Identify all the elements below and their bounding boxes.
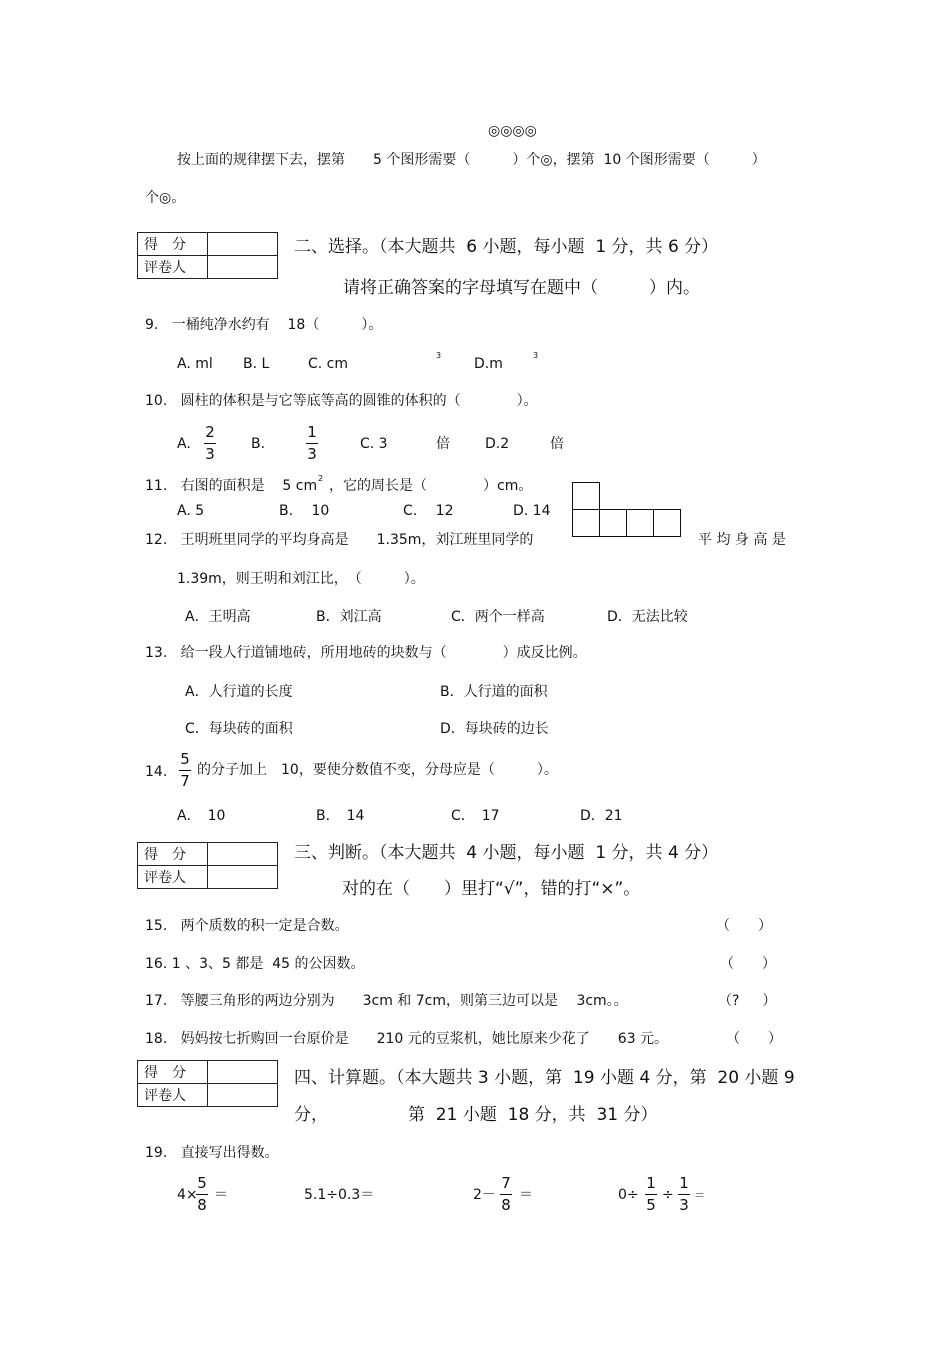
q19-expr3-equals: ＝	[519, 1187, 533, 1203]
q19-expr4-fraction1	[645, 1176, 657, 1213]
fraction-denominator: 3	[205, 445, 215, 463]
fraction-denominator: 3	[679, 1196, 689, 1214]
q13-stem: 13. 给一段人行道铺地砖，所用地砖的块数与（ ）成反比例。	[145, 645, 587, 661]
section4-heading: 四、计算题。（本大题共 3 小题，第 19 小题 4 分，第 20 小题 9	[294, 1068, 795, 1088]
fraction-numerator: 1	[679, 1174, 689, 1192]
q19-expr2: 5.1÷0.3＝	[304, 1187, 375, 1203]
q13-option-d: D．每块砖的边长	[440, 721, 549, 737]
section2-instruction: 请将正确答案的字母填写在题中（ ）内。	[343, 278, 700, 298]
q14-option-b: B． 14	[316, 808, 365, 824]
q13-option-b: B．人行道的面积	[440, 684, 548, 700]
score-box-section3	[137, 842, 278, 889]
fraction-denominator: 8	[197, 1196, 207, 1214]
q11-stem-rest: ，它的周长是（ ）cm。	[329, 478, 533, 494]
score-label: 得 分	[138, 233, 208, 256]
q9-option-b: B. L	[243, 356, 270, 372]
grader-cell	[208, 866, 278, 889]
q14-fraction	[179, 752, 191, 789]
q19-expr4-fraction2	[678, 1176, 690, 1213]
score-label: 得 分	[138, 843, 208, 866]
q13-option-a: A．人行道的长度	[185, 684, 293, 700]
q10-option-b-fraction	[306, 425, 318, 462]
q11-option-c: C. 12	[403, 503, 454, 519]
q17-stem: 17. 等腰三角形的两边分别为 3cm 和 7cm，则第三边可以是 3cm。。	[145, 993, 628, 1009]
q12-option-d: D．无法比较	[607, 609, 688, 625]
fraction-numerator: 1	[307, 423, 317, 441]
q12-stem: 12. 王明班里同学的平均身高是 1.35m，刘江班里同学的	[145, 532, 534, 548]
section4-heading-line2b: 第 21 小题 18 分，共 31 分）	[408, 1105, 658, 1125]
fraction-denominator: 3	[307, 445, 317, 463]
fraction-numerator: 2	[205, 423, 215, 441]
score-label: 得 分	[138, 1061, 208, 1084]
q10-option-c: C. 3	[360, 436, 388, 452]
q10-option-c-unit: 倍	[436, 436, 450, 452]
q9-option-c: C. cm	[308, 356, 349, 372]
section3-instruction: 对的在（ ）里打“√”，错的打“×”。	[342, 879, 641, 899]
fraction-denominator: 5	[646, 1196, 656, 1214]
score-cell	[208, 233, 278, 256]
q16-stem: 16. 1 、3、5 都是 45 的公因数。	[145, 956, 365, 972]
grader-label: 评卷人	[138, 256, 208, 279]
q9-option-c-exponent: 3	[436, 351, 442, 360]
fraction-numerator: 5	[197, 1174, 207, 1192]
q17-answer-paren: （? ）	[718, 993, 777, 1009]
pattern-question-line1: 按上面的规律摆下去，摆第 5 个图形需要（ ）个◎，摆第 10 个图形需要（ ）	[177, 152, 766, 168]
q10-option-d: D.2	[485, 436, 510, 452]
q19-expr3-fraction	[500, 1176, 512, 1213]
section3-heading: 三、判断。（本大题共 4 小题，每小题 1 分，共 4 分）	[294, 843, 719, 863]
q19-expr1-prefix: 4×	[177, 1187, 198, 1203]
q9-option-d-exponent: 3	[533, 351, 539, 360]
q18-answer-paren: （ ）	[726, 1031, 782, 1047]
q11-option-a: A. 5	[177, 503, 205, 519]
q19-stem: 19. 直接写出得数。	[145, 1145, 279, 1161]
q11-option-b: B. 10	[279, 503, 330, 519]
grader-cell	[208, 1084, 278, 1107]
grader-label: 评卷人	[138, 866, 208, 889]
q10-option-a-fraction	[204, 425, 216, 462]
score-box-section4	[137, 1060, 278, 1107]
q11-figure-grid	[571, 481, 683, 538]
q14-label: 14.	[145, 764, 168, 780]
q19-expr1-fraction	[196, 1176, 208, 1213]
fraction-denominator: 7	[180, 772, 190, 790]
score-cell	[208, 1061, 278, 1084]
q14-option-a: A． 10	[177, 808, 226, 824]
q15-stem: 15. 两个质数的积一定是合数。	[145, 918, 349, 934]
section4-heading-line2a: 分，	[294, 1105, 328, 1125]
q10-option-b-label: B.	[251, 436, 266, 452]
q15-answer-paren: （ ）	[716, 918, 772, 934]
q11-exponent: 2	[318, 474, 324, 483]
fraction-numerator: 1	[646, 1174, 656, 1192]
q14-option-c: C． 17	[451, 808, 500, 824]
q12-stem-line2: 1.39m，则王明和刘江比， （ ）。	[177, 571, 425, 587]
pattern-question-line2: 个◎。	[145, 190, 186, 206]
q19-expr4-equals: ＝	[694, 1189, 705, 1202]
fraction-denominator: 8	[501, 1196, 511, 1214]
q12-option-a: A．王明高	[185, 609, 251, 625]
q9-option-a: A. ml	[177, 356, 213, 372]
q19-expr4-prefix: 0÷	[618, 1187, 639, 1203]
q14-stem: 的分子加上 10，要使分数值不变，分母应是（ ）。	[197, 762, 558, 778]
q12-stem-right: 平 均 身 高 是	[698, 532, 786, 548]
q9-stem: 9. 一桶纯净水约有 18（ ）。	[145, 317, 383, 333]
q12-option-b: B．刘江高	[316, 609, 382, 625]
score-cell	[208, 843, 278, 866]
score-box-section2	[137, 232, 278, 279]
q11-option-d: D. 14	[513, 503, 551, 519]
q11-stem: 11. 右图的面积是 5 cm	[145, 478, 318, 494]
q19-expr3-prefix: 2－	[473, 1187, 496, 1203]
fraction-numerator: 5	[180, 750, 190, 768]
section2-heading: 二、选择。（本大题共 6 小题，每小题 1 分，共 6 分）	[294, 237, 719, 257]
q16-answer-paren: （ ）	[720, 956, 776, 972]
pattern-symbols: ◎◎◎◎	[488, 123, 537, 139]
q18-stem: 18. 妈妈按七折购回一台原价是 210 元的豆浆机，她比原来少花了 63 元。	[145, 1031, 669, 1047]
q12-option-c: C．两个一样高	[451, 609, 545, 625]
q9-option-d: D.m	[474, 356, 503, 372]
q10-stem: 10. 圆柱的体积是与它等底等高的圆锥的体积的（ ）。	[145, 393, 538, 409]
grader-cell	[208, 256, 278, 279]
q19-expr1-equals: ＝	[214, 1187, 228, 1203]
q13-option-c: C．每块砖的面积	[185, 721, 293, 737]
q10-option-a-label: A.	[177, 436, 191, 452]
q14-option-d: D．21	[580, 808, 623, 824]
q10-option-d-unit: 倍	[550, 436, 564, 452]
grader-label: 评卷人	[138, 1084, 208, 1107]
fraction-numerator: 7	[501, 1174, 511, 1192]
q19-expr4-divide: ÷	[662, 1187, 674, 1203]
